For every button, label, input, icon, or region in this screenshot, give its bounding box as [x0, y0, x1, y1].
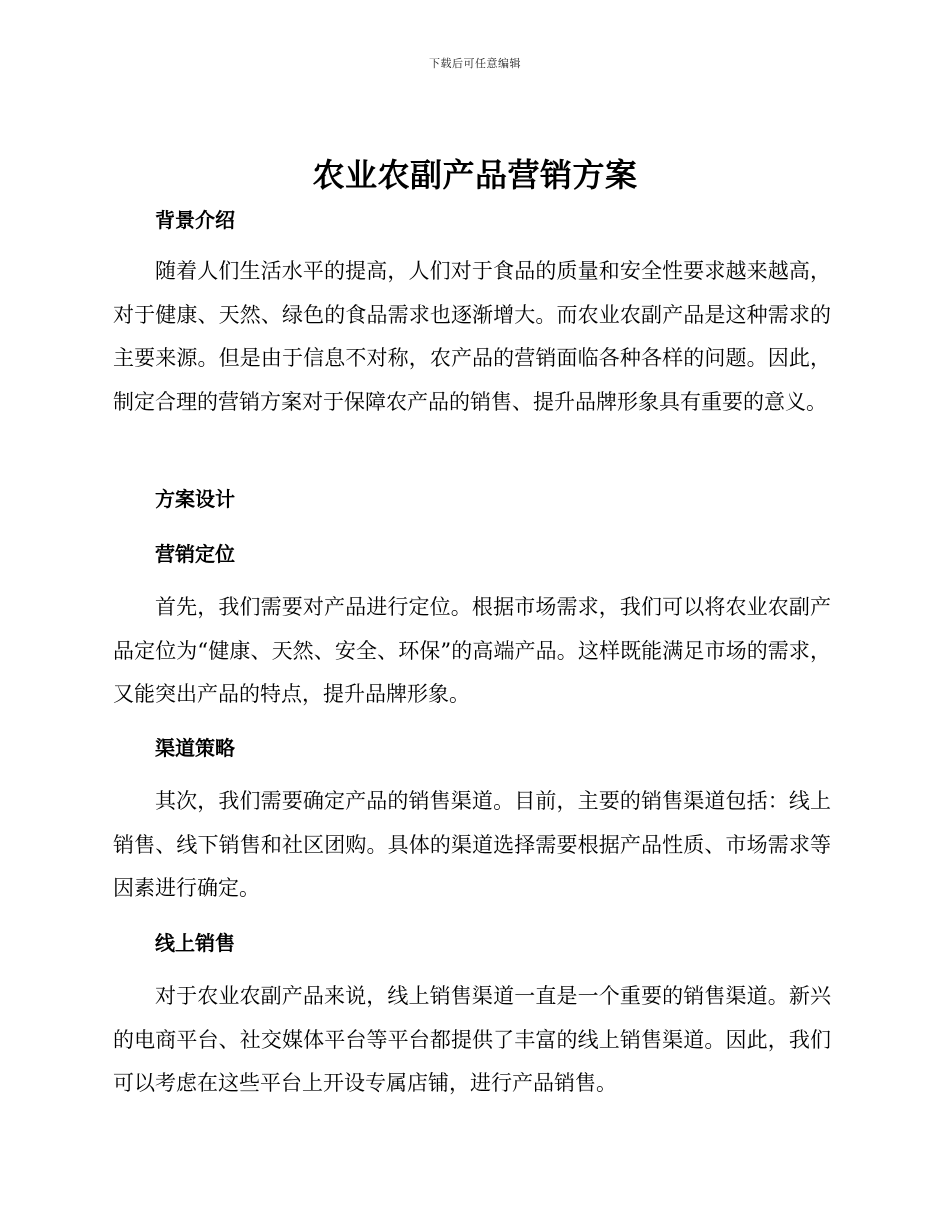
- section-heading-background: 背景介绍: [155, 208, 235, 232]
- section-heading-online-sales: 线上销售: [155, 931, 235, 955]
- page-header-note: 下载后可任意编辑: [429, 57, 521, 70]
- section-heading-channel-strategy: 渠道策略: [155, 736, 235, 760]
- section-heading-marketing-positioning: 营销定位: [155, 542, 235, 566]
- paragraph-marketing-positioning: 首先，我们需要对产品进行定位。根据市场需求，我们可以将农业农副产品定位为“健康、天然、安全、环保”的高端产品。这样既能满足市场的需求，又能突出产品的特点，提升品牌形象。: [113, 595, 831, 706]
- paragraph-background: 随着人们生活水平的提高，人们对于食品的质量和安全性要求越来越高，对于健康、天然、绿色的食品需求也逐渐增大。而农业农副产品是这种需求的主要来源。但是由于信息不对称，农产品的营销面临各种各样的问题。因此，制定合理的营销方案对于保障农产品的销售、提升品牌形象具有重要的意义。: [113, 259, 831, 414]
- document-title: 农业农副产品营销方案: [312, 156, 638, 194]
- section-heading-plan-design: 方案设计: [155, 487, 235, 511]
- paragraph-channel-strategy: 其次，我们需要确定产品的销售渠道。目前，主要的销售渠道包括：线上销售、线下销售和社区团购。具体的渠道选择需要根据产品性质、市场需求等因素进行确定。: [113, 789, 831, 900]
- paragraph-online-sales: 对于农业农副产品来说，线上销售渠道一直是一个重要的销售渠道。新兴的电商平台、社交媒体平台等平台都提供了丰富的线上销售渠道。因此，我们可以考虑在这些平台上开设专属店铺，进行产品销售。: [113, 984, 831, 1095]
